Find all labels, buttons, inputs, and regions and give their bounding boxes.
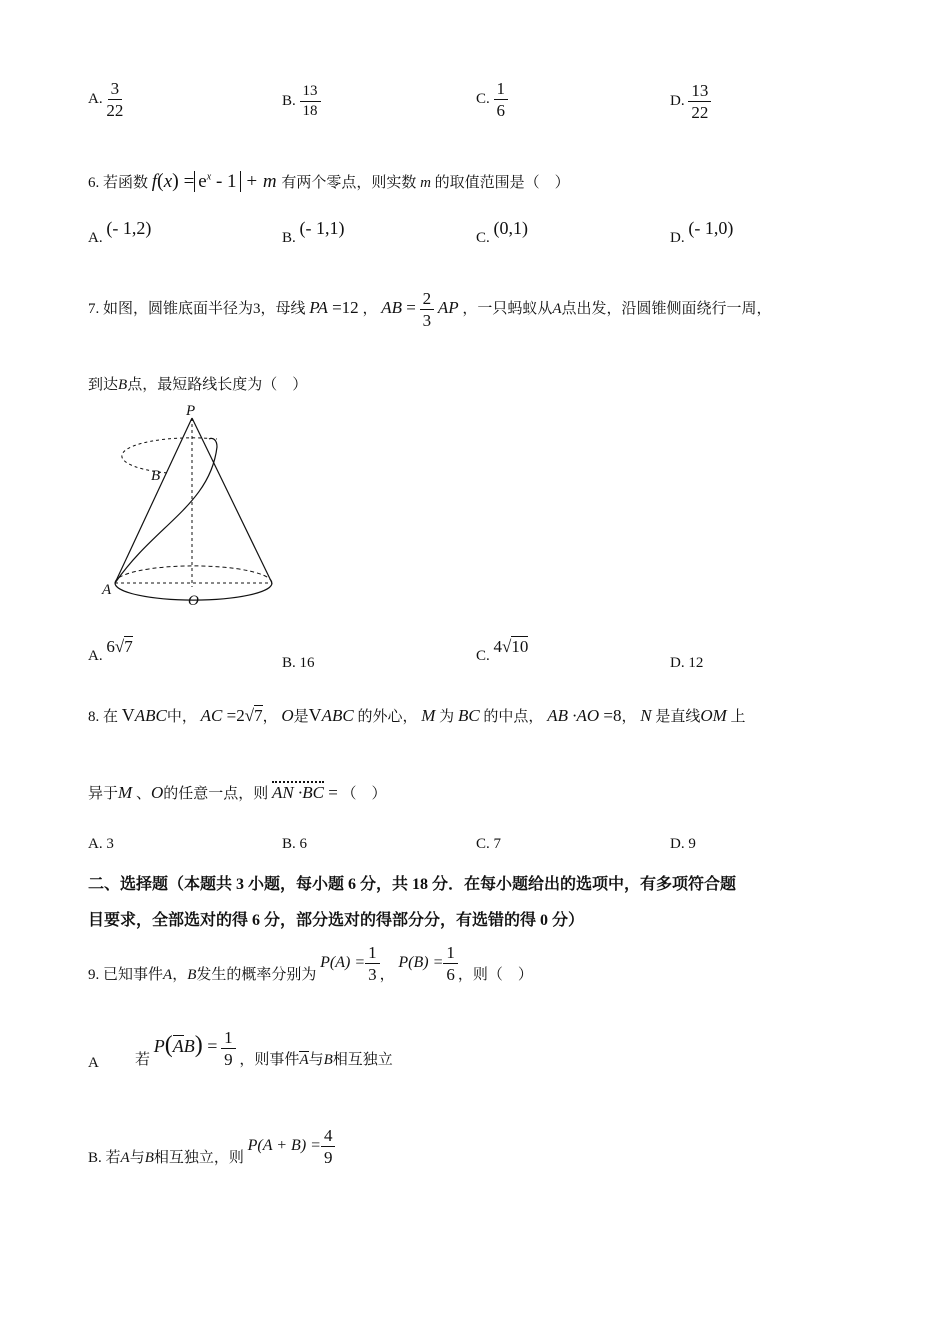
q5-option-c [476,80,508,119]
punct: ， [621,709,637,725]
function-expression: $f(x) = e^x - 1 + m$ [151,170,277,192]
q8-option-a [88,836,114,853]
prob-b-expr: P(B) = [398,953,444,971]
paren: ( [157,170,164,192]
event-b: B [187,966,197,983]
question-number: 6. [88,175,100,191]
triangle-name: ABC [134,706,167,725]
q8-option-d [670,836,696,853]
point-o: O [150,783,164,802]
segment-ap: AP [437,297,459,317]
dot-product-1: AB ·AO [547,706,600,725]
stem-text: 相互独立，则 [153,1149,244,1166]
q6-option-c [476,218,529,247]
prob-p: P [153,1035,165,1056]
point-o: O [281,706,294,725]
option-letter: C. [476,230,490,246]
section-heading-line1: 二、选择题（本题共 3 小题，每小题 6 分，共 18 分．在每小题给出的选项中，有多项符合题 [88,876,737,893]
stem-text: 的中点， [483,709,544,725]
dot-product-2: AN ·BC [272,783,324,802]
q9-stem [88,944,533,983]
segment-ab: AB [381,297,402,317]
option-letter: A. [88,230,103,246]
prob-expression: P(A + B) = [247,1136,321,1154]
minus-one: - 1 [211,171,237,192]
q8-stem-line1 [88,705,746,726]
stem-text: 是直线 [655,709,701,725]
fraction [365,944,380,983]
stem-text: 与 [129,1149,145,1166]
label-b: B [151,468,161,484]
stem-text: 若 [105,1149,121,1166]
option-letter: C. [476,648,490,664]
fraction [688,82,711,121]
paren: ) [172,170,179,192]
stem-text: 点，最短路线长度为（ ） [127,377,308,393]
plus-m: + m [245,171,277,192]
option-value: 12 [688,655,704,671]
func-name: f [151,171,158,192]
segment-pa: PA [309,297,328,317]
stem-text: 点出发，沿圆锥侧面绕行一周， [561,300,772,317]
section-heading-line2: 目要求，全部选对的得 6 分，部分选对的得部分分，有选错的得 0 分） [88,912,585,929]
dot-value: =8 [599,706,622,725]
option-value: (0,1) [493,218,529,238]
numerator: 4 [321,1127,336,1147]
event-a: A [163,966,173,983]
event-a: A [120,1149,130,1166]
punct: ， [262,709,278,725]
q5-option-b [282,84,321,119]
stem-text: 发生的概率分别为 [196,966,317,983]
q7-stem-line2 [88,373,307,394]
stem-text: 若 [135,1051,151,1068]
q7-option-a [88,637,133,665]
numerator: 1 [443,944,458,964]
denominator: 22 [106,101,124,120]
point-m: M [421,706,436,725]
fraction [221,1029,236,1068]
numerator: 13 [688,82,711,102]
fraction [300,84,321,119]
var-m: m [420,175,431,191]
stem-text: 中， [166,709,197,725]
stem-text: 的任意一点，则 [163,786,269,802]
paren: ) [194,1031,203,1058]
cone-left-edge [115,418,192,583]
coefficient: 4 [493,637,503,656]
stem-text: 异于 [88,786,119,802]
option-value: (- 1,2) [106,218,152,238]
option-letter: D. [670,92,685,109]
segment-bc: BC [457,706,480,725]
cone-right-edge [192,418,272,583]
ac-value: =2 [222,706,245,725]
triangle-name: ABC [321,706,354,725]
numerator: 13 [300,84,321,102]
q5-option-a [88,80,123,119]
cone-figure [95,395,295,615]
option-letter: B. [282,230,296,246]
option-value: (- 1,0) [688,218,734,238]
option-letter: B. [88,1149,102,1166]
stem-text: 9. 已知事件 [88,966,164,983]
paren: ( [164,1031,173,1058]
numerator: 1 [221,1029,236,1049]
radicand: 7 [254,706,263,725]
absolute-value [194,171,240,192]
q8-stem-line2 [88,782,387,803]
base-back-arc [115,566,272,583]
point-n: N [640,706,652,725]
punct: 、 [135,786,151,802]
option-letter: B. [282,92,296,109]
option-letter: D. [670,655,685,671]
point-m: M [118,783,133,802]
q7-option-b [282,655,315,672]
stem-text: 的取值范围是（ ） [434,175,570,191]
stem-text: ，一只蚂蚁从 [462,300,553,317]
option-value: 9 [688,836,696,852]
q6-option-b [282,218,345,247]
stem-text: 有两个零点，则实数 [281,175,417,191]
fraction [420,290,435,329]
denominator: 6 [496,101,506,120]
q9-option-a [135,1029,393,1068]
option-value: 6 [299,836,308,852]
q6-option-d [670,218,734,247]
denominator: 9 [224,1050,233,1069]
label-o: O [188,593,199,609]
prob-a-expr: P(A) = [320,953,366,971]
numerator: 1 [494,80,509,100]
option-letter: D. [670,836,685,852]
punct: ， [172,966,188,983]
option-letter: C. [476,90,490,107]
fraction [321,1127,336,1166]
fraction [106,80,123,119]
q8-option-b [282,836,307,853]
question-number: 8. 在 [88,709,119,725]
sqrt-sign: √ [244,706,255,725]
radical-expression: 4√10 [493,637,529,656]
q6-option-a [88,218,152,247]
triangle-symbol: V [308,705,322,725]
stem-text: 的外心， [357,709,418,725]
coefficient: 6 [106,637,115,656]
option-value: 16 [299,655,315,671]
stem-text: 是 [293,709,309,725]
q7-option-c [476,637,529,665]
fraction [494,80,509,119]
stem-text: ，则（ ） [457,966,533,983]
label-a: A [102,582,112,598]
numerator: 2 [420,290,435,310]
stem-text: 上 [730,709,746,725]
q5-option-d [670,82,711,121]
q9-option-b [88,1115,335,1167]
radical-expression: 6√7 [106,637,133,656]
denominator: 3 [368,965,377,984]
option-letter: B. [282,655,296,671]
option-letter: B. [282,836,296,852]
prob-expression [153,1031,218,1058]
equals: = [202,1035,218,1056]
fraction [443,944,458,983]
line-om: OM [700,706,727,725]
stem-text: 7. 如图，圆锥底面半径为3，母线 [88,300,306,317]
answer-parens: （ ） [341,786,387,802]
denominator: 9 [323,1148,333,1167]
segment-ac: AC [200,706,223,725]
stem-text: ，则事件 [239,1051,300,1068]
stem-text: 与 [308,1051,324,1068]
event-b: B [323,1051,333,1068]
q7-option-d [670,655,703,672]
denominator: 6 [446,965,455,984]
punct: ， [379,966,395,983]
numerator: 3 [108,80,123,100]
event-b: B [183,1035,195,1056]
stem-text: 相互独立 [332,1051,393,1068]
pa-value: =12 [327,297,359,317]
equals: = [323,783,338,802]
punct: ， [362,300,378,317]
label-p: P [186,403,196,419]
q7-stem-line1 [88,290,772,329]
stem-text: 若函数 [103,175,149,191]
option-letter: A. [88,648,103,664]
denominator: 22 [691,103,709,122]
ant-path [115,438,217,583]
numerator: 1 [365,944,380,964]
option-value: 3 [106,836,114,852]
option-value: 7 [493,836,502,852]
e-base: e [198,171,207,192]
var-b: B [118,377,128,393]
q6-stem [88,170,570,193]
complement-a: A [299,1051,309,1068]
denominator: 18 [302,103,318,119]
stem-text: 为 [439,709,455,725]
stem-text: 到达 [88,377,119,393]
radicand: 10 [511,637,529,656]
option-letter: A. [88,90,103,107]
q9-option-a-letter: A [88,1055,99,1071]
option-value: (- 1,1) [299,218,345,238]
func-var: x [163,171,173,192]
var-a: A [552,300,562,317]
option-letter: A. [88,836,103,852]
equals: = [401,297,416,317]
event-b: B [144,1149,154,1166]
denominator: 3 [422,311,432,330]
exponent: x [206,171,212,183]
option-letter: C. [476,836,490,852]
triangle-symbol: V [121,705,135,725]
q8-option-c [476,836,501,853]
radicand: 7 [124,637,133,656]
option-letter: D. [670,230,685,246]
complement-a: A [172,1035,184,1056]
